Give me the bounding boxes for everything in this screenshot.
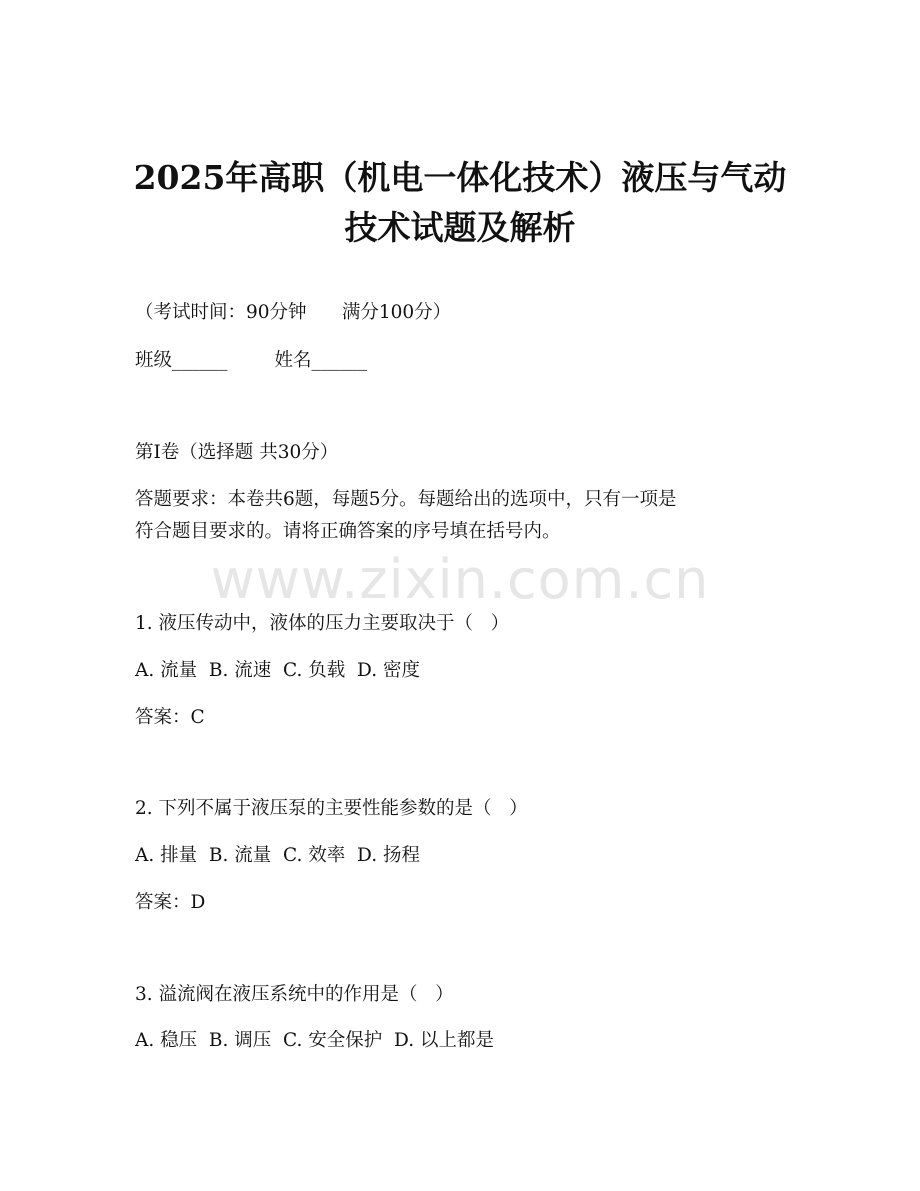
document-title-line-1: 2025年高职（机电一体化技术）液压与气动 bbox=[133, 158, 787, 197]
question-options: A. 稳压 B. 调压 C. 安全保护 D. 以上都是 bbox=[135, 1030, 494, 1051]
instructions-line-2: 符合题目要求的。请将正确答案的序号填在括号内。 bbox=[135, 521, 561, 542]
question-stem: 3. 溢流阀在液压系统中的作用是（ ） bbox=[135, 984, 454, 1005]
class-name-line: 班级______ 姓名______ bbox=[135, 350, 368, 371]
question-answer: 答案：C bbox=[135, 707, 205, 728]
instructions-line-1: 答题要求：本卷共6题，每题5分。每题给出的选项中，只有一项是 bbox=[135, 489, 677, 510]
document-title-line-2: 技术试题及解析 bbox=[344, 208, 576, 247]
question-options: A. 排量 B. 流量 C. 效率 D. 扬程 bbox=[135, 845, 420, 866]
question-options: A. 流量 B. 流速 C. 负载 D. 密度 bbox=[135, 660, 420, 681]
section-heading: 第Ⅰ卷（选择题 共30分） bbox=[135, 442, 339, 463]
watermark: www.zixin.com.cn bbox=[210, 548, 710, 611]
question-answer: 答案：D bbox=[135, 892, 206, 913]
exam-info: （考试时间：90分钟 满分100分） bbox=[135, 302, 452, 323]
question-stem: 1. 液压传动中，液体的压力主要取决于（ ） bbox=[135, 613, 510, 634]
question-stem: 2. 下列不属于液压泵的主要性能参数的是（ ） bbox=[135, 798, 528, 819]
